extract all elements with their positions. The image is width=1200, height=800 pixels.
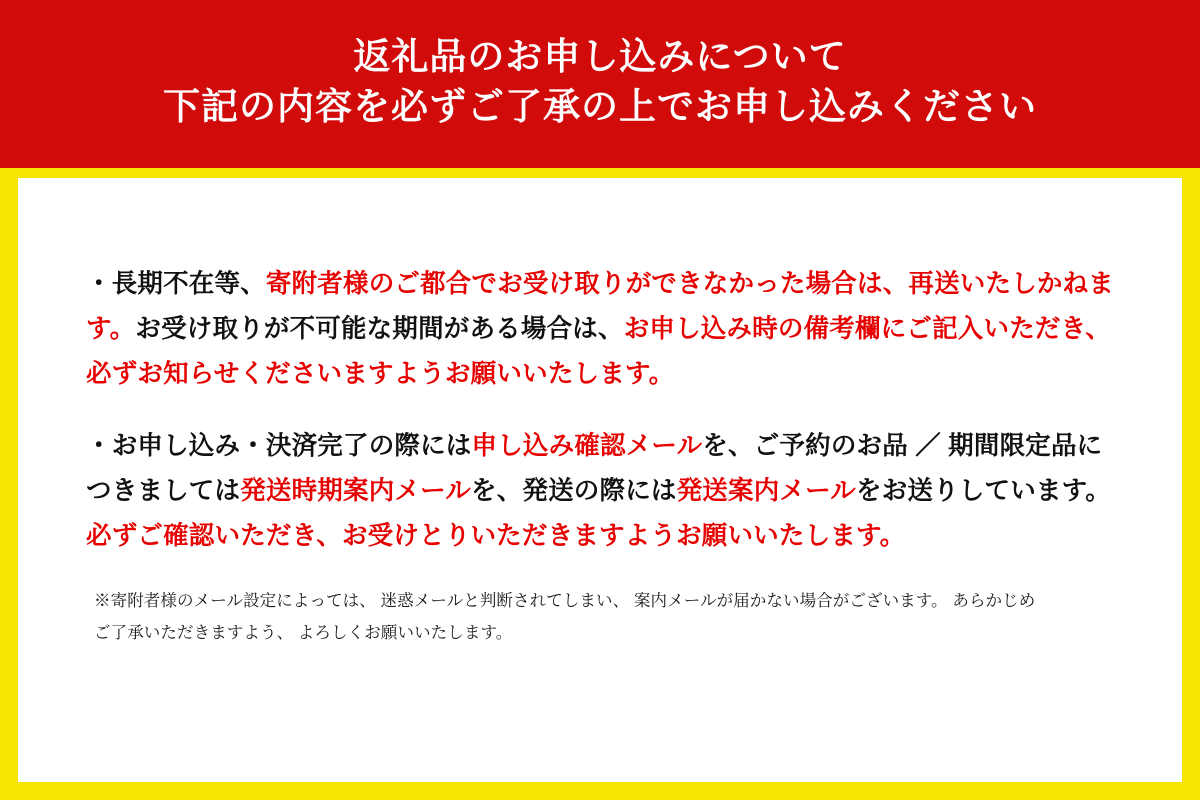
emphasized-text: 必ずご確認いただき、お受けとりいただきますようお願いいたします。	[86, 522, 906, 551]
emphasized-text: 申し込み確認メール	[471, 431, 703, 460]
plain-text: を、ご予約のお品 ／ 期間限定品につきましては	[86, 431, 1103, 505]
plain-text: お受け取りが不可能な期間がある場合は、	[135, 314, 624, 343]
header-title-line-2: 下記の内容を必ずご了承の上でお申し込みください	[163, 86, 1037, 128]
notice-paragraph-1	[86, 262, 1114, 398]
notice-footnote-line-2: ご了承いただきますよう、 よろしくお願いいたします。	[94, 624, 513, 643]
notice-paragraph-2	[86, 424, 1114, 560]
notice-footnote	[86, 585, 1114, 649]
plain-text: ・長期不在等、	[86, 269, 266, 298]
header-title-line-1: 返礼品のお申し込みについて	[353, 36, 847, 78]
emphasized-text: 発送時期案内メール	[240, 477, 471, 505]
plain-text: ・お申し込み・決済完了の際には	[86, 431, 472, 460]
emphasized-text: お申し込み時の備考欄にご記入いただき、必ずお知らせくださいますようお願いいたします。	[86, 314, 1111, 389]
plain-text: をお送りしています。	[856, 477, 1111, 505]
plain-text: を、発送の際には	[471, 477, 677, 505]
notice-body-panel	[18, 178, 1182, 782]
emphasized-text: 寄附者様のご都合でお受け取りができなかった場合は、再送いたしかねます。	[86, 269, 1115, 343]
notice-footnote-line-1: ※寄附者様のメール設定によっては、 迷惑メールと判断されてしまい、 案内メールが届かない場合がございます。 あらかじめ	[94, 592, 1036, 611]
poster-header-band	[0, 0, 1200, 168]
emphasized-text: 発送案内メール	[676, 477, 856, 505]
